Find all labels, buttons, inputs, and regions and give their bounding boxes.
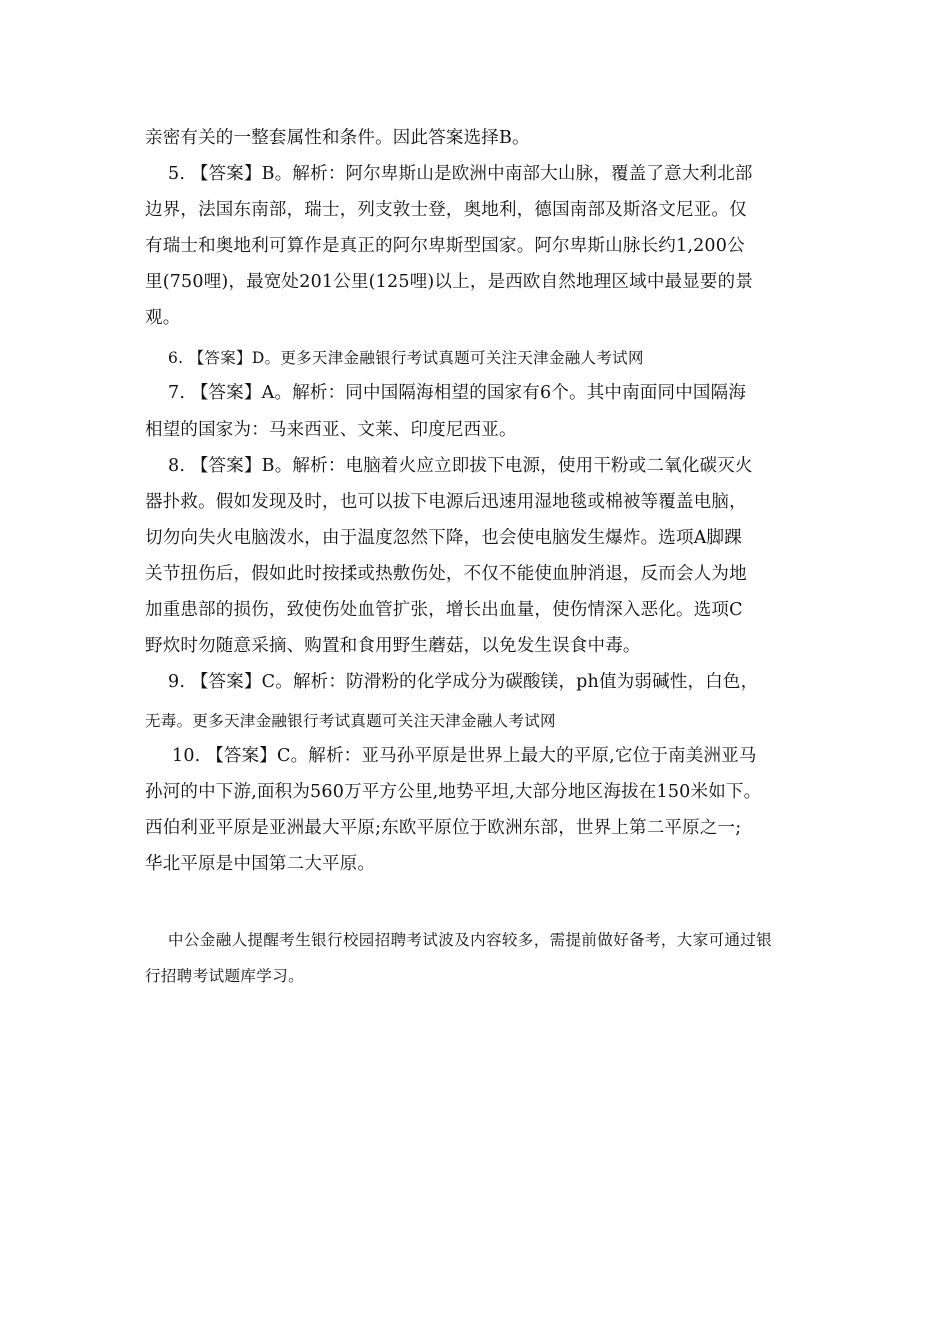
text-line: 无毒。更多天津金融银行考试真题可关注天津金融人考试网 [145, 712, 556, 730]
answer-7-line: 7. 【答案】A。解析：同中国隔海相望的国家有6个。其中南面同中国隔海 [168, 383, 747, 403]
answer-6-line: 6. 【答案】D。更多天津金融银行考试真题可关注天津金融人考试网 [168, 349, 644, 367]
text-line: 野炊时勿随意采摘、购置和食用野生蘑菇，以免发生误食中毒。 [145, 636, 641, 656]
text-line: 有瑞士和奥地利可算作是真正的阿尔卑斯型国家。阿尔卑斯山脉长约1,200公 [145, 236, 745, 256]
text-line: 里(750哩)，最宽处201公里(125哩)以上，是西欧自然地理区域中最显要的景 [145, 272, 754, 292]
text-line: 西伯利亚平原是亚洲最大平原;东欧平原位于欧洲东部，世界上第二平原之一; [145, 818, 742, 838]
text-line: 切勿向失火电脑泼水，由于温度忽然下降，也会使电脑发生爆炸。选项A脚踝 [145, 528, 742, 548]
text-line: 边界，法国东南部，瑞士，列支敦士登，奥地利，德国南部及斯洛文尼亚。仅 [145, 200, 747, 220]
answer-5-line: 5. 【答案】B。解析：阿尔卑斯山是欧洲中南部大山脉，覆盖了意大利北部 [168, 164, 753, 184]
text-line: 加重患部的损伤，致使伤处血管扩张，增长出血量，使伤情深入恶化。选项C [145, 600, 743, 620]
text-line: 器扑救。假如发现及时，也可以拔下电源后迅速用湿地毯或棉被等覆盖电脑， [145, 492, 747, 512]
text-line: 观。 [145, 308, 181, 328]
footer-note-line: 行招聘考试题库学习。 [145, 967, 305, 985]
answer-10-line: 10. 【答案】C。解析：亚马孙平原是世界上最大的平原,它位于南美洲亚马 [172, 746, 757, 766]
answer-8-line: 8. 【答案】B。解析：电脑着火应立即拔下电源，使用干粉或二氧化碳灭火 [168, 456, 753, 476]
text-line: 孙河的中下游,面积为560万平方公里,地势平坦,大部分地区海拔在150米如下。 [145, 782, 762, 802]
answer-9-line: 9. 【答案】C。解析：防滑粉的化学成分为碳酸镁，ph值为弱碱性，白色， [168, 672, 759, 692]
text-line: 亲密有关的一整套属性和条件。因此答案选择B。 [145, 128, 530, 148]
text-line: 关节扭伤后，假如此时按揉或热敷伤处，不仅不能使血肿消退，反而会人为地 [145, 564, 747, 584]
text-line: 相望的国家为：马来西亚、文莱、印度尼西亚。 [145, 420, 517, 440]
text-line: 华北平原是中国第二大平原。 [145, 854, 376, 874]
footer-note-line: 中公金融人提醒考生银行校园招聘考试波及内容较多，需提前做好备考，大家可通过银 [168, 931, 773, 949]
